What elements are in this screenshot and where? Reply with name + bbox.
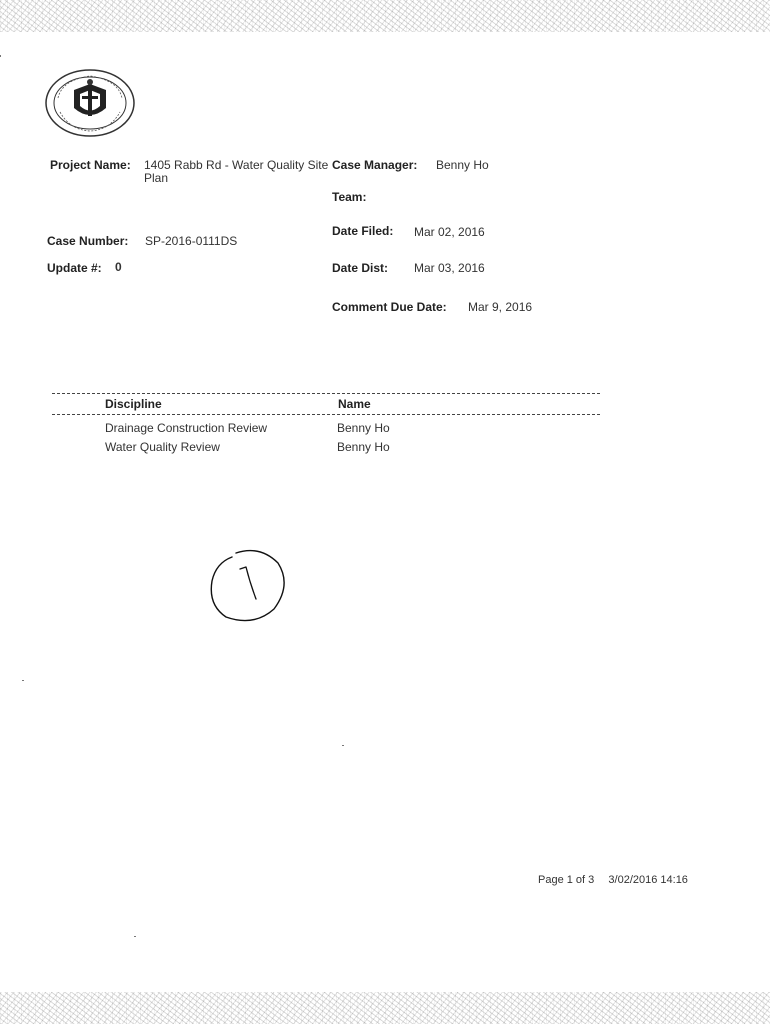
page-number-text: Page 1 of 3 [538, 874, 595, 886]
discipline-column-header: Discipline [105, 397, 162, 411]
print-timestamp: 3/02/2016 14:16 [608, 874, 688, 886]
scan-noise-bottom [0, 992, 770, 1024]
table-top-rule [52, 393, 600, 394]
seal-icon [44, 68, 136, 138]
name-column-header: Name [338, 397, 371, 411]
scan-noise-top [0, 0, 770, 32]
case-number-value: SP-2016-0111DS [145, 234, 238, 248]
table-row-discipline: Water Quality Review [105, 440, 220, 454]
handwritten-circle-icon [208, 543, 288, 625]
case-manager-label: Case Manager: [332, 158, 418, 172]
case-manager-value: Benny Ho [436, 158, 489, 172]
case-number-label: Case Number: [47, 234, 129, 248]
date-dist-value: Mar 03, 2016 [414, 261, 485, 275]
scan-speck [134, 936, 136, 937]
date-dist-label: Date Dist: [332, 261, 389, 275]
table-row-name: Benny Ho [337, 440, 390, 454]
update-number-label: Update #: [47, 261, 102, 275]
page-footer [538, 874, 688, 886]
comment-due-value: Mar 9, 2016 [468, 300, 533, 314]
team-label: Team: [332, 190, 367, 204]
update-number-value: 0 [115, 260, 122, 274]
date-filed-value: Mar 02, 2016 [414, 225, 485, 239]
city-seal-logo [44, 68, 136, 138]
table-row-name: Benny Ho [337, 421, 390, 435]
comment-due-label: Comment Due Date: [332, 300, 447, 314]
scan-speck [0, 55, 1, 57]
scan-speck [342, 745, 344, 746]
handwritten-circled-mark [208, 543, 288, 625]
project-name-value: 1405 Rabb Rd - Water Quality Site Plan [144, 158, 329, 185]
table-header-rule [52, 414, 600, 415]
date-filed-label: Date Filed: [332, 224, 394, 238]
project-name-label: Project Name: [50, 158, 131, 172]
scan-speck [22, 680, 24, 681]
table-row-discipline: Drainage Construction Review [105, 421, 268, 435]
